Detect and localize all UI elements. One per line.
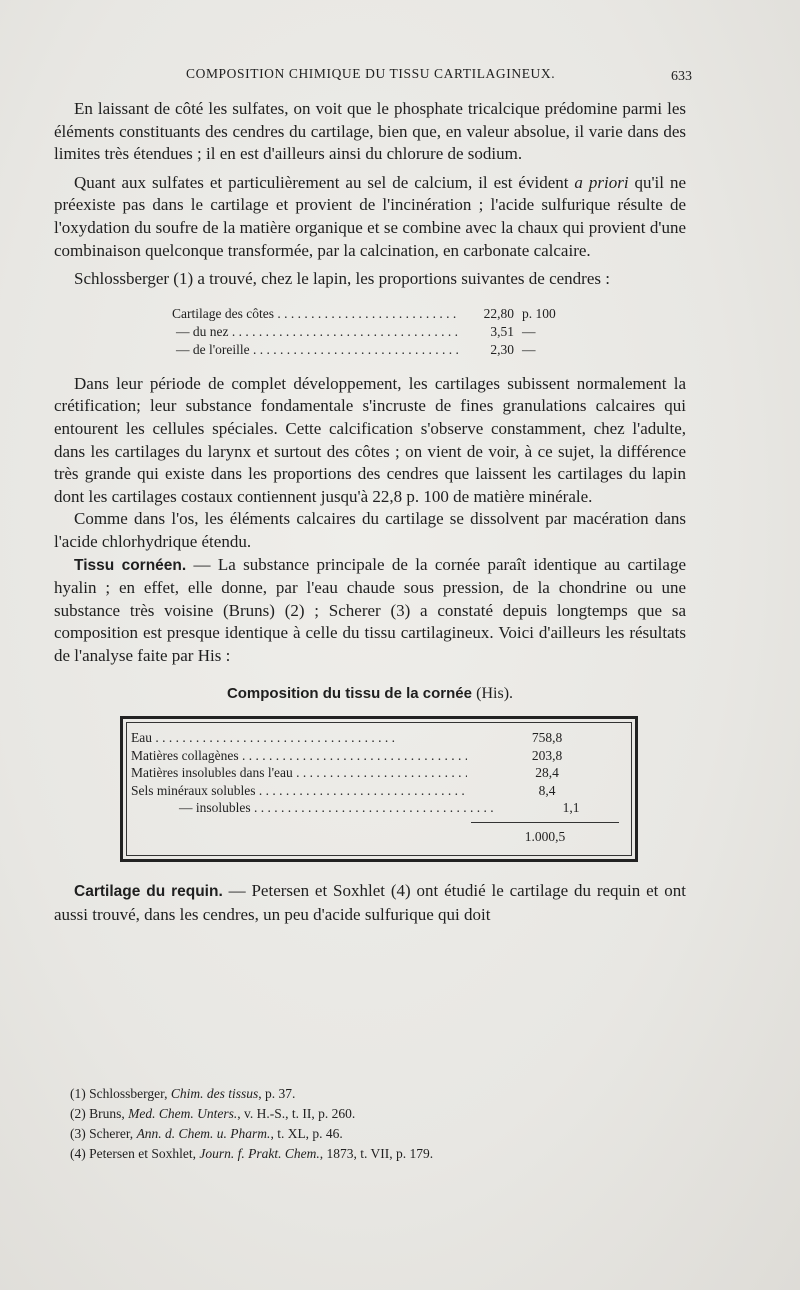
cornea-row-label: — insolubles . . . [131,799,515,817]
total-divider [471,822,619,823]
paragraph-2-end: qu'il ne préexiste pas dans le cartilage et provient de l'incinération ; l'acide sulfurique résulte de l'oxydation du soufre de la matière organique et se combine avec la chaux qui provient d'une combinaison quelconque transformée, par la calcination, en carbonate calcaire. [54,172,686,260]
footnotes [70,1084,690,1164]
ash-row-label: — de l'oreille . . . [172,341,458,359]
paragraph-2 [54,172,686,262]
cornea-row-label: Matières collagènes . . . [131,747,467,765]
footnote-author: Petersen et Soxhlet, [89,1146,200,1161]
cornea-composition-table [120,716,638,862]
footnote-author: Bruns, [89,1106,129,1121]
paragraph-1: En laissant de côté les sulfates, on voit que le phosphate tricalcique prédomine parmi les éléments constituants des cendres du cartilage, bien que, en valeur absolue, il varie dans des limites très étendues ; il en est d'ailleurs ainsi du chlorure de sodium. [54,99,686,164]
paragraph-6 [54,554,686,668]
footnote [70,1144,690,1164]
footnote-work: Ann. d. Chem. u. Pharm. [136,1126,271,1141]
cornea-row-value: 8,4 [538,782,556,798]
cornea-row-label: Sels minéraux solubles . . . [131,782,467,800]
body-text [54,98,686,926]
section-heading-shark: Cartilage du requin. [74,883,223,901]
cornea-row [131,782,627,800]
paragraph-2-start: Quant aux sulfates et particulièrement au sel de calcium, il est évident [74,172,575,192]
ash-row [172,341,592,359]
page-number: 633 [671,69,692,84]
footnote-rest: , 1873, t. VII, p. 179. [319,1146,434,1161]
footnote-number: (2) [70,1106,86,1121]
footnote [70,1104,690,1124]
running-head [0,66,800,86]
footnote-author: Scherer, [89,1126,137,1141]
paragraph-5: Comme dans l'os, les éléments calcaires du cartilage se dissolvent par macération dans l'acide chlorhydrique étendu. [54,509,686,551]
footnote-number: (4) [70,1146,86,1161]
cornea-row-value: 1,1 [562,800,580,816]
ash-row-label: Cartilage des côtes . . . [172,305,458,323]
cornea-row [131,799,627,817]
cornea-table-title [54,683,686,706]
cornea-row-value: 28,4 [535,765,559,781]
footnote-number: (3) [70,1126,86,1141]
footnote [70,1124,690,1144]
section-heading-cornea: Tissu cornéen. [74,556,187,574]
footnote-rest: , t. XL, p. 46. [270,1126,343,1141]
footnote-work: Chim. des tissus [170,1086,259,1101]
ash-row-value: 2,30 [490,341,514,357]
ash-row-value: 3,51 [490,323,514,339]
cornea-row-label: Eau . . . [131,729,467,747]
paragraph-2-italic: a priori [574,172,629,192]
footnote-rest: , p. 37. [258,1086,296,1101]
paragraph-4: Dans leur période de complet développement, les cartilages subissent normalement la crétification; leur substance fondamentale s'incruste de fines granulations calcaires qui entourent les cellules spéciales. Cette calcification s'observe constamment, chez l'adulte, dans les cartilages du larynx et surtout des côtes ; on vient de voir, à ce sujet, la différence très grande qui existe dans les proportions des cendres que laissent les cartilages du lapin dont les cartilages costaux contiennent jusqu'à 22,8 p. 100 de matière minérale. [54,373,686,506]
ash-row-label: — du nez . . . [172,323,458,341]
footnote-author: Schlossberger, [89,1086,171,1101]
cornea-row-value: 758,8 [531,730,563,746]
footnote [70,1084,690,1104]
footnote-work: Med. Chem. Unters. [128,1106,238,1121]
paragraph-7 [54,880,686,926]
footnote-rest: , v. H.-S., t. II, p. 260. [237,1106,356,1121]
paragraph-7-text: — Petersen et Soxhlet (4) ont étudié le cartilage du requin et ont aussi trouvé, dans les cendres, un peu d'acide sulfurique qui doit [54,881,686,924]
paragraph-3: Schlossberger (1) a trouvé, chez le lapin, les proportions suivantes de cendres : [74,269,610,289]
cornea-row [131,729,627,747]
ash-row-unit: p. 100 [522,305,556,321]
ash-proportion-table [172,305,592,359]
ash-row-value: 22,80 [483,305,514,321]
cornea-row [131,764,627,782]
cornea-row [131,747,627,765]
cornea-total: 1.000,5 [524,828,566,844]
paragraph-6-text: — La substance principale de la cornée paraît identique au cartilage hyalin ; en effet, elle donne, par l'eau chaude sous pression, de la chondrine ou une substance très voisine (Bruns) (2) ; Scherer (3) a constaté depuis longtemps que sa composition est presque identique à celle du tissu cartilagineux. Voici d'ailleurs les résultats de l'analyse faite par His : [54,554,686,665]
cornea-table-title-source: (His). [476,685,514,703]
cornea-row-label: Matières insolubles dans l'eau . . . [131,764,467,782]
footnote-number: (1) [70,1086,86,1101]
ash-row-unit: — [522,323,536,339]
ash-row [172,323,592,341]
ash-row-unit: — [522,341,536,357]
footnote-work: Journ. f. Prakt. Chem. [199,1146,320,1161]
cornea-row-value: 203,8 [531,747,563,763]
cornea-table-title-text: Composition du tissu de la cornée [226,685,472,703]
running-title: COMPOSITION CHIMIQUE DU TISSU CARTILAGINEUX. [186,66,556,81]
ash-row [172,305,592,323]
